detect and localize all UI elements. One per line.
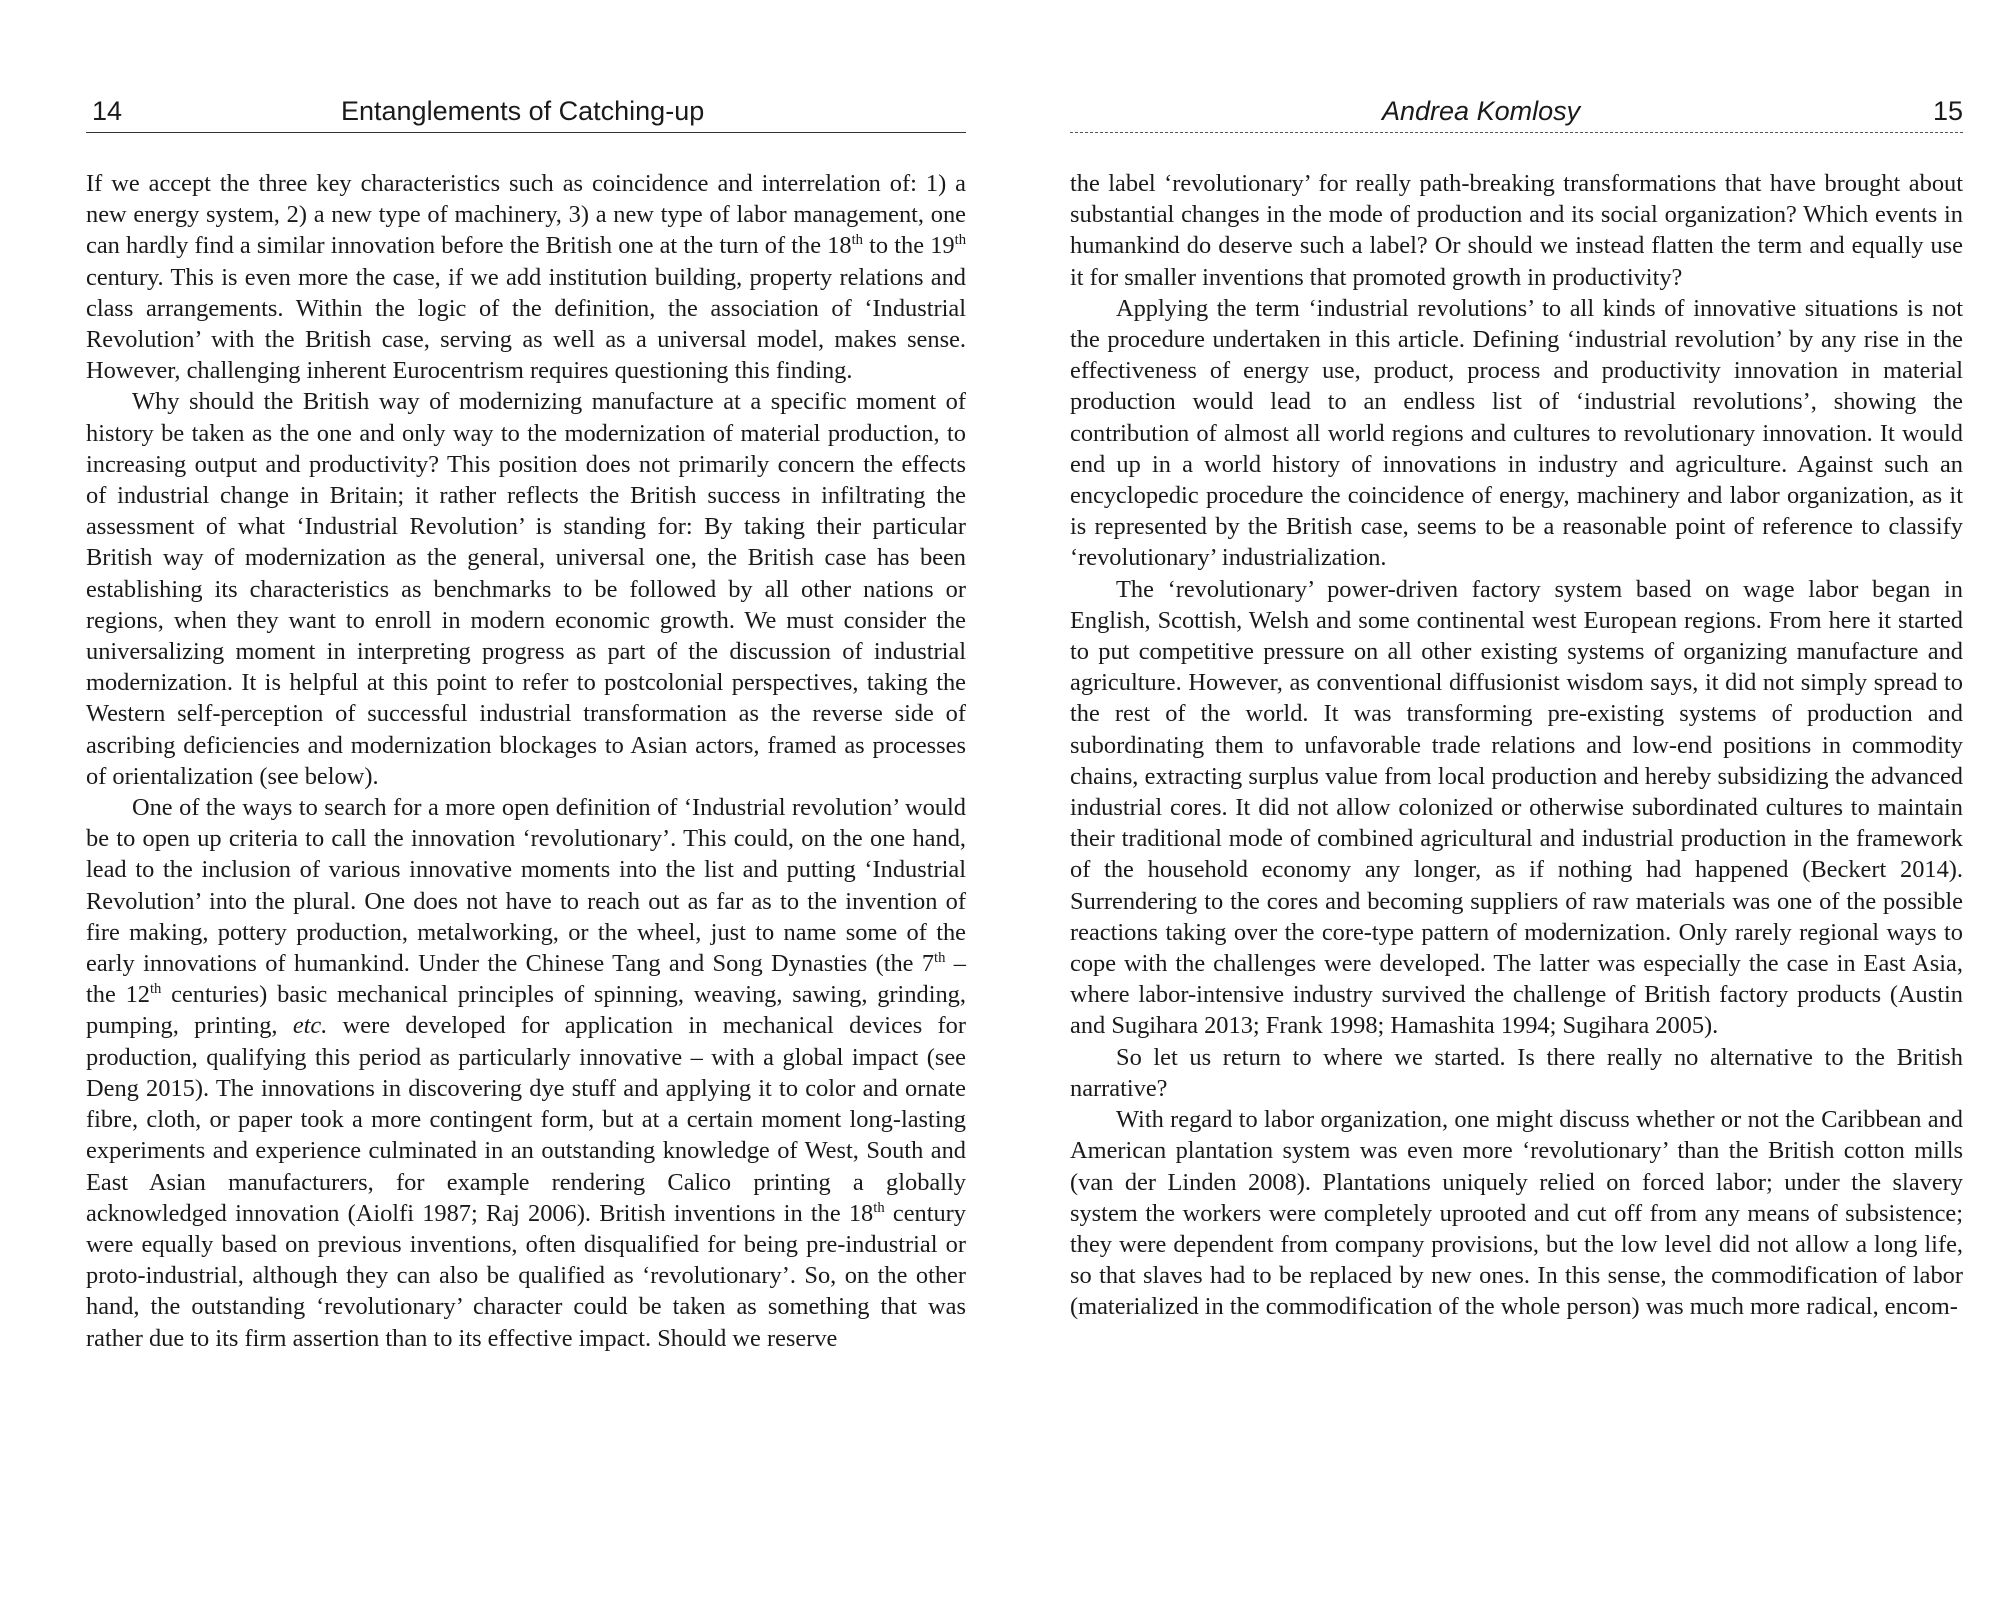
text-run: Applying the term ‘industrial revolutions’ to all kinds of innovative situations is not the procedure undertaken in this article. Defining ‘industrial revolution’ by any rise in the effectiveness of energy use, product, process and productivity innovation in material production would lead to an endless list of ‘industrial revolutions’, showing the contribution of almost all world regions and cultures to revolutionary innovation. It would end up in a world history of innovations in industry and agriculture. Against such an encyclopedic procedure the coincidence of energy, machinery and labor organization, as it is represented by the British case, seems to be a reasonable point of reference to classify ‘revolutionary’ industrialization.: [1070, 294, 1963, 572]
paragraph: [1070, 574, 1963, 1042]
right-page-header: [1070, 96, 1963, 136]
superscript: th: [851, 232, 863, 249]
paragraph: [1070, 168, 1963, 293]
text-run: century. This is even more the case, if we add institution building, property relations and class arrangements. Within the logic of the definition, the association of ‘Industrial Revolution’ with the British case, serving as well as a universal model, makes sense. However, challenging inherent Eurocentrism requires questioning this finding.: [86, 263, 966, 385]
text-run: The ‘revolutionary’ power-driven factory system based on wage labor began in English, Scottish, Welsh and some continental west European regions. From here it started to put competitive pressure on all other existing systems of organizing manufacture and agriculture. However, as conventional diffusionist wisdom says, it did not simply spread to the rest of the world. It was transforming pre-existing systems of production and subordinating them to unfavorable trade relations and low-end positions in commodity chains, extracting surplus value from local production and hereby subsidizing the advanced industrial cores. It did not allow colonized or otherwise subordinated cultures to maintain their traditional mode of combined agricultural and industrial production in the framework of the household economy any longer, as if nothing had happened (Beckert 2014). Surrendering to the cores and becoming suppliers of raw materials was one of the possible reactions taking over the core-type pattern of modernization. Only rarely regional ways to cope with the challenges were developed. The latter was especially the case in East Asia, where labor-intensive industry survived the challenge of British factory products (Austin and Sugihara 2013; Frank 1998; Hamashita 1994; Sugihara 2005).: [1070, 575, 1963, 1040]
left-running-head: Entanglements of Catching-up: [341, 96, 705, 126]
left-page-body: [86, 168, 966, 1354]
superscript: th: [149, 981, 162, 998]
text-run: One of the ways to search for a more open definition of ‘Industrial revolution’ would be to open up criteria to call the innovation ‘revolutionary’. This could, on the one hand, lead to the inclusion of various innovative moments into the list and putting ‘Industrial Revolution’ into the plural. One does not have to reach out as far as to the invention of fire making, pottery production, metalworking, or the wheel, just to name some of the early innovations of humankind. Under the Chinese Tang and Song Dynasties (the 7: [86, 794, 966, 978]
italic-text: etc.: [292, 1012, 328, 1040]
left-page-number: 14: [92, 96, 123, 126]
paragraph: [86, 792, 966, 1354]
superscript: th: [873, 1199, 885, 1216]
text-run: the label ‘revolutionary’ for really path-breaking transformations that have brought about substantial changes in the mode of production and its social organization? Which events in humankind do deserve such a label? Or should we instead flatten the term and equally use it for smaller inventions that promoted growth in productivity?: [1070, 170, 1963, 291]
right-header-rule: [1070, 132, 1963, 133]
superscript: th: [934, 949, 946, 966]
text-run: With regard to labor organization, one might discuss whether or not the Caribbean and American plantation system was even more ‘revolutionary’ than the British cotton mills (van der Linden 2008). Plantations uniquely relied on forced labor; under the slavery system the workers were completely uprooted and cut off from any means of subsistence; they were dependent from company provisions, but the low level did not allow a long life, so that slaves had to be replaced by new ones. In this sense, the commodification of labor (materialized in the commodification of the whole person) was much more radical, encom-: [1070, 1106, 1963, 1321]
left-page-header: [86, 96, 966, 136]
right-page-body: [1070, 168, 1963, 1323]
text-run: century were equally based on previous inventions, often disqualified for being pre-industrial or proto-industrial, although they can also be qualified as ‘revolutionary’. So, on the other hand, the outstanding ‘revolutionary’ character could be taken as something that was rather due to its firm assertion than to its effective impact. Should we reserve: [86, 1199, 966, 1352]
text-run: If we accept the three key characteristics such as coincidence and interrelation of: 1) a new energy system, 2) a new type of machinery, 3) a new type of labor management, one can hardly find a similar innovation before the British one at the turn of the 18: [86, 170, 966, 260]
right-running-head: Andrea Komlosy: [1382, 96, 1581, 126]
paragraph: [1070, 293, 1963, 574]
paragraph: [1070, 1104, 1963, 1322]
superscript: th: [954, 232, 967, 249]
paragraph: [1070, 1042, 1963, 1104]
text-run: centuries) basic mechanical principles of spinning, weaving, sawing, grinding, pumping, printing,: [86, 981, 966, 1040]
text-run: to the 19: [862, 232, 955, 260]
text-run: Why should the British way of modernizing manufacture at a specific moment of history be taken as the one and only way to the modernization of material production, to increasing output and productivity? This position does not primarily concern the effects of industrial change in Britain; it rather reflects the British success in infiltrating the assessment of what ‘Industrial Revolution’ is standing for: By taking their particular British way of modernization as the general, universal one, the British case has been establishing its characteristics as benchmarks to be followed by all other nations or regions, when they want to enroll in modern economic growth. We must consider the universalizing moment in interpreting progress as part of the discussion of industrial modernization. It is helpful at this point to refer to postcolonial perspectives, taking the Western self-perception of successful industrial transformation as the reverse side of ascribing deficiencies and modernization blockages to Asian actors, framed as processes of orientalization (see below).: [86, 388, 966, 790]
text-run: So let us return to where we started. Is there really no alternative to the British narrative?: [1070, 1043, 1963, 1102]
right-page: [1070, 0, 1963, 1602]
text-run: – the 12: [86, 950, 966, 1009]
left-header-rule: [86, 132, 966, 133]
left-page: [86, 0, 966, 1602]
right-page-number: 15: [1932, 96, 1963, 126]
paragraph: [86, 386, 966, 792]
paragraph: [86, 168, 966, 386]
text-run: were developed for application in mechanical devices for production, qualifying this period as particularly innovative – with a global impact (see Deng 2015). The innovations in discovering dye stuff and applying it to color and ornate fibre, cloth, or paper took a more contingent form, but at a certain moment long-lasting experiments and experience culminated in an outstanding knowledge of West, South and East Asian manufacturers, for example rendering Calico printing a globally acknowledged innovation (Aiolfi 1987; Raj 2006). British inventions in the 18: [86, 1012, 966, 1227]
